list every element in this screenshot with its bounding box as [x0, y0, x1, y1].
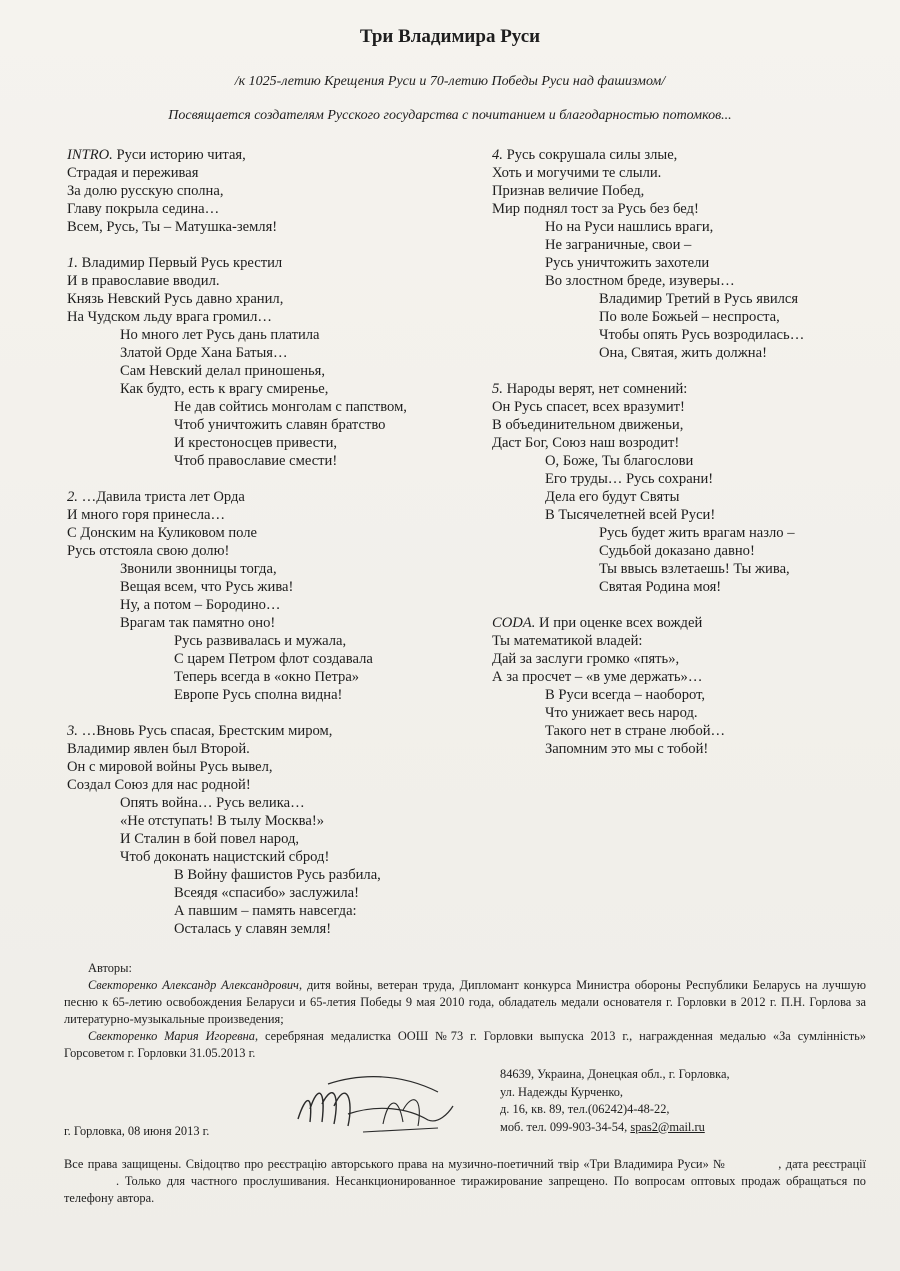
verse-text: Его труды… Русь сохрани! [545, 471, 714, 487]
verse-text: И Сталин в бой повел народ, [120, 831, 300, 847]
verse-text: Ты математикой владей: [492, 633, 643, 649]
verse-text: А павшим – память навсегда: [174, 903, 357, 919]
verse-text: Ты ввысь взлетаешь! Ты жива, [599, 561, 790, 577]
verse-text: Он с мировой войны Русь вывел, [67, 759, 273, 775]
verse-text: Ну, а потом – Бородино… [120, 597, 281, 613]
verse-line [492, 704, 872, 722]
verse-text: Русь уничтожить захотели [545, 255, 710, 271]
verse-text: …Давила триста лет Орда [81, 489, 245, 505]
verse-line [67, 560, 477, 578]
address-line-3: д. 16, кв. 89, тел.(06242)4-48-22, [500, 1102, 670, 1116]
verse-text: Русь отстояла свою долю! [67, 543, 230, 559]
poem-right-column [492, 146, 872, 776]
author-2 [64, 1028, 866, 1062]
author-address [500, 1066, 730, 1136]
verse-line [67, 146, 477, 164]
stanza-label: 2. [67, 489, 78, 505]
verse-text: В Тысячелетней всей Руси! [545, 507, 716, 523]
stanza [67, 488, 477, 704]
verse-line [67, 218, 477, 236]
stanza [67, 254, 477, 470]
verse-line [492, 254, 872, 272]
verse-text: Даст Бог, Союз наш возродит! [492, 435, 680, 451]
copyright-part-1: Все права защищены. Свідоцтво про реєстрацію авторського права на музично-поетичний твір «Три Владимира Руси» № [64, 1157, 727, 1171]
verse-line [67, 830, 477, 848]
copyright-part-3: . Только для частного прослушивания. Несанкционированное тиражирование запрещено. По вопросам оптовых продаж обращаться по телефону автора. [64, 1174, 866, 1205]
verse-text: Но на Руси нашлись враги, [545, 219, 714, 235]
verse-line [492, 650, 872, 668]
verse-line [67, 812, 477, 830]
verse-text: Чтоб уничтожить славян братство [174, 417, 386, 433]
verse-line [67, 614, 477, 632]
verse-text: Чтоб православие смести! [174, 453, 338, 469]
verse-line [67, 254, 477, 272]
verse-text: «Не отступать! В тылу Москва!» [120, 813, 324, 829]
verse-text: Как будто, есть к врагу смиренье, [120, 381, 329, 397]
verse-line [67, 506, 477, 524]
authors-block [64, 960, 866, 1062]
verse-text: Владимир Третий в Русь явился [599, 291, 799, 307]
verse-text: Златой Орде Хана Батыя… [120, 345, 288, 361]
verse-line [492, 344, 872, 362]
document-dedication: Посвящается создателям Русского государства с почитанием и благодарностью потомков... [168, 108, 732, 123]
verse-line [67, 776, 477, 794]
verse-text: Судьбой доказано давно! [599, 543, 755, 559]
stanza-label: 5. [492, 381, 503, 397]
document-title: Три Владимира Руси [359, 26, 541, 47]
poem-left-column [67, 146, 477, 956]
verse-text: Владимир Первый Русь крестил [81, 255, 283, 271]
verse-text: И крестоносцев привести, [174, 435, 338, 451]
author-2-description: , серебряная медалистка ООШ №73 г. Горловки выпуска 2013 г., награжденная медалью «За сумлінність» Горсоветом г. Горловки 31.05.2013 г. [64, 1029, 866, 1060]
authors-heading: Авторы: [88, 961, 132, 975]
verse-line [492, 236, 872, 254]
verse-line [67, 578, 477, 596]
verse-text: Руси историю читая, [116, 147, 246, 163]
verse-text: Русь сокрушала силы злые, [506, 147, 678, 163]
verse-line [492, 488, 872, 506]
verse-text: Не заграничные, свои – [545, 237, 692, 253]
verse-text: В объединительном движеньи, [492, 417, 684, 433]
email-link[interactable]: spas2@mail.ru [630, 1119, 705, 1134]
verse-line [67, 920, 477, 938]
verse-text: Страдая и переживая [67, 165, 199, 181]
verse-text: Всеядя «спасибо» заслужила! [174, 885, 360, 901]
verse-line [67, 686, 477, 704]
verse-text: Всем, Русь, Ты – Матушка-земля! [67, 219, 278, 235]
copyright-part-2: , дата реєстрації [778, 1157, 866, 1171]
verse-text: И при оценке всех вождей [539, 615, 703, 631]
verse-line [67, 380, 477, 398]
verse-text: Создал Союз для нас родной! [67, 777, 251, 793]
verse-text: Европе Русь сполна видна! [174, 687, 343, 703]
verse-text: Русь будет жить врагам назло – [599, 525, 795, 541]
document-subtitle: /к 1025-летию Крещения Руси и 70-летию Победы Руси над фашизмом/ [234, 74, 666, 89]
verse-line [67, 902, 477, 920]
verse-text: Сам Невский делал приношенья, [120, 363, 326, 379]
verse-line [492, 470, 872, 488]
verse-line [67, 182, 477, 200]
stanza [492, 380, 872, 596]
verse-line [67, 722, 477, 740]
verse-text: За долю русскую сполна, [67, 183, 224, 199]
verse-line [492, 380, 872, 398]
verse-line [67, 866, 477, 884]
verse-text: Не дав сойтись монголам с папством, [174, 399, 407, 415]
verse-text: А за просчет – «в уме держать»… [492, 669, 703, 685]
verse-line [492, 506, 872, 524]
verse-text: Запомним это мы с тобой! [545, 741, 709, 757]
verse-line [67, 398, 477, 416]
stanza-label: 4. [492, 147, 503, 163]
author-1-description: , дитя войны, ветеран труда, Дипломант конкурса Министра обороны Республики Беларусь на лучшую песню к 65-летию освобождения Беларуси и 65-летия Победы 9 мая 2010 года, обладатель медали основателя г. Горловки в 2012 г. П.Н. Горлова за литературно-музыкальные произведения; [64, 978, 866, 1026]
verse-line [492, 434, 872, 452]
verse-line [492, 542, 872, 560]
verse-line [67, 740, 477, 758]
verse-text: Дай за заслуги громко «пять», [492, 651, 680, 667]
verse-text: Вещая всем, что Русь жива! [120, 579, 294, 595]
verse-text: Народы верят, нет сомнений: [506, 381, 688, 397]
verse-line [492, 578, 872, 596]
verse-line [67, 164, 477, 182]
verse-text: Осталась у славян земля! [174, 921, 332, 937]
verse-line [67, 848, 477, 866]
verse-text: О, Боже, Ты благослови [545, 453, 694, 469]
verse-line [67, 596, 477, 614]
verse-line [492, 686, 872, 704]
verse-line [67, 362, 477, 380]
verse-text: С Донским на Куликовом поле [67, 525, 258, 541]
verse-line [67, 326, 477, 344]
stanza [67, 722, 477, 938]
verse-line [492, 452, 872, 470]
stanza-label: 3. [67, 723, 78, 739]
verse-line [492, 182, 872, 200]
verse-text: В Руси всегда – наоборот, [545, 687, 706, 703]
verse-line [67, 290, 477, 308]
verse-text: Теперь всегда в «окно Петра» [174, 669, 360, 685]
stanza-label: CODA. [492, 615, 536, 631]
verse-line [492, 560, 872, 578]
author-signature [288, 1064, 468, 1144]
verse-text: Хоть и могучими те слыли. [492, 165, 662, 181]
verse-text: Святая Родина моя! [599, 579, 722, 595]
verse-text: Дела его будут Святы [545, 489, 680, 505]
verse-line [67, 488, 477, 506]
stanza-label: INTRO. [67, 147, 113, 163]
verse-text: Мир поднял тост за Русь без бед! [492, 201, 699, 217]
verse-text: Главу покрыла седина… [67, 201, 220, 217]
verse-line [492, 668, 872, 686]
verse-line [492, 722, 872, 740]
verse-line [67, 416, 477, 434]
verse-line [67, 794, 477, 812]
place-date: г. Горловка, 08 июня 2013 г. [64, 1124, 210, 1138]
verse-line [492, 200, 872, 218]
verse-text: Владимир явлен был Второй. [67, 741, 250, 757]
verse-text: Врагам так памятно оно! [120, 615, 276, 631]
address-line-1: 84639, Украина, Донецкая обл., г. Горловка, [500, 1067, 730, 1081]
verse-text: Звонили звонницы тогда, [120, 561, 277, 577]
verse-line [492, 326, 872, 344]
verse-text: Что унижает весь народ. [545, 705, 698, 721]
verse-text: С царем Петром флот создавала [174, 651, 373, 667]
verse-text: …Вновь Русь спасая, Брестским миром, [81, 723, 333, 739]
verse-line [67, 650, 477, 668]
verse-text: По воле Божьей – неспроста, [599, 309, 780, 325]
mobile-phone: моб. тел. 099-903-34-54, [500, 1119, 628, 1134]
verse-line [67, 758, 477, 776]
verse-line [67, 308, 477, 326]
verse-line [492, 416, 872, 434]
stanza [67, 146, 477, 236]
author-1-name: Свекторенко Александр Александрович [88, 978, 299, 992]
verse-line [492, 614, 872, 632]
verse-line [67, 344, 477, 362]
verse-line [67, 200, 477, 218]
copyright-notice [64, 1156, 866, 1207]
verse-text: Князь Невский Русь давно хранил, [67, 291, 284, 307]
verse-text: И в православие вводил. [67, 273, 220, 289]
verse-text: Чтоб доконать нацистский сброд! [120, 849, 330, 865]
address-line-2: ул. Надежды Курченко, [500, 1084, 624, 1099]
verse-line [67, 884, 477, 902]
verse-text: На Чудском льду врага громил… [67, 309, 272, 325]
verse-line [492, 308, 872, 326]
author-1 [64, 977, 866, 1028]
verse-line [492, 398, 872, 416]
verse-line [492, 218, 872, 236]
verse-line [492, 164, 872, 182]
verse-line [492, 290, 872, 308]
verse-text: Опять война… Русь велика… [120, 795, 305, 811]
verse-text: Чтобы опять Русь возродилась… [599, 327, 805, 343]
verse-text: Русь развивалась и мужала, [174, 633, 347, 649]
stanza [492, 146, 872, 362]
verse-line [492, 146, 872, 164]
verse-text: В Войну фашистов Русь разбила, [174, 867, 381, 883]
stanza-label: 1. [67, 255, 78, 271]
verse-line [67, 434, 477, 452]
address-contacts [500, 1119, 730, 1137]
verse-line [67, 524, 477, 542]
verse-text: И много горя принесла… [67, 507, 226, 523]
verse-line [492, 524, 872, 542]
verse-text: Признав величие Побед, [492, 183, 645, 199]
verse-text: Она, Святая, жить должна! [599, 345, 767, 361]
verse-text: Во злостном бреде, изуверы… [545, 273, 735, 289]
verse-line [492, 740, 872, 758]
verse-line [67, 452, 477, 470]
stanza [492, 614, 872, 758]
verse-line [67, 272, 477, 290]
verse-line [492, 272, 872, 290]
verse-line [492, 632, 872, 650]
verse-line [67, 632, 477, 650]
verse-line [67, 542, 477, 560]
verse-text: Такого нет в стране любой… [545, 723, 726, 739]
verse-text: Он Русь спасет, всех вразумит! [492, 399, 685, 415]
author-2-name: Свекторенко Мария Игоревна [88, 1029, 255, 1043]
verse-text: Но много лет Русь дань платила [120, 327, 320, 343]
verse-line [67, 668, 477, 686]
